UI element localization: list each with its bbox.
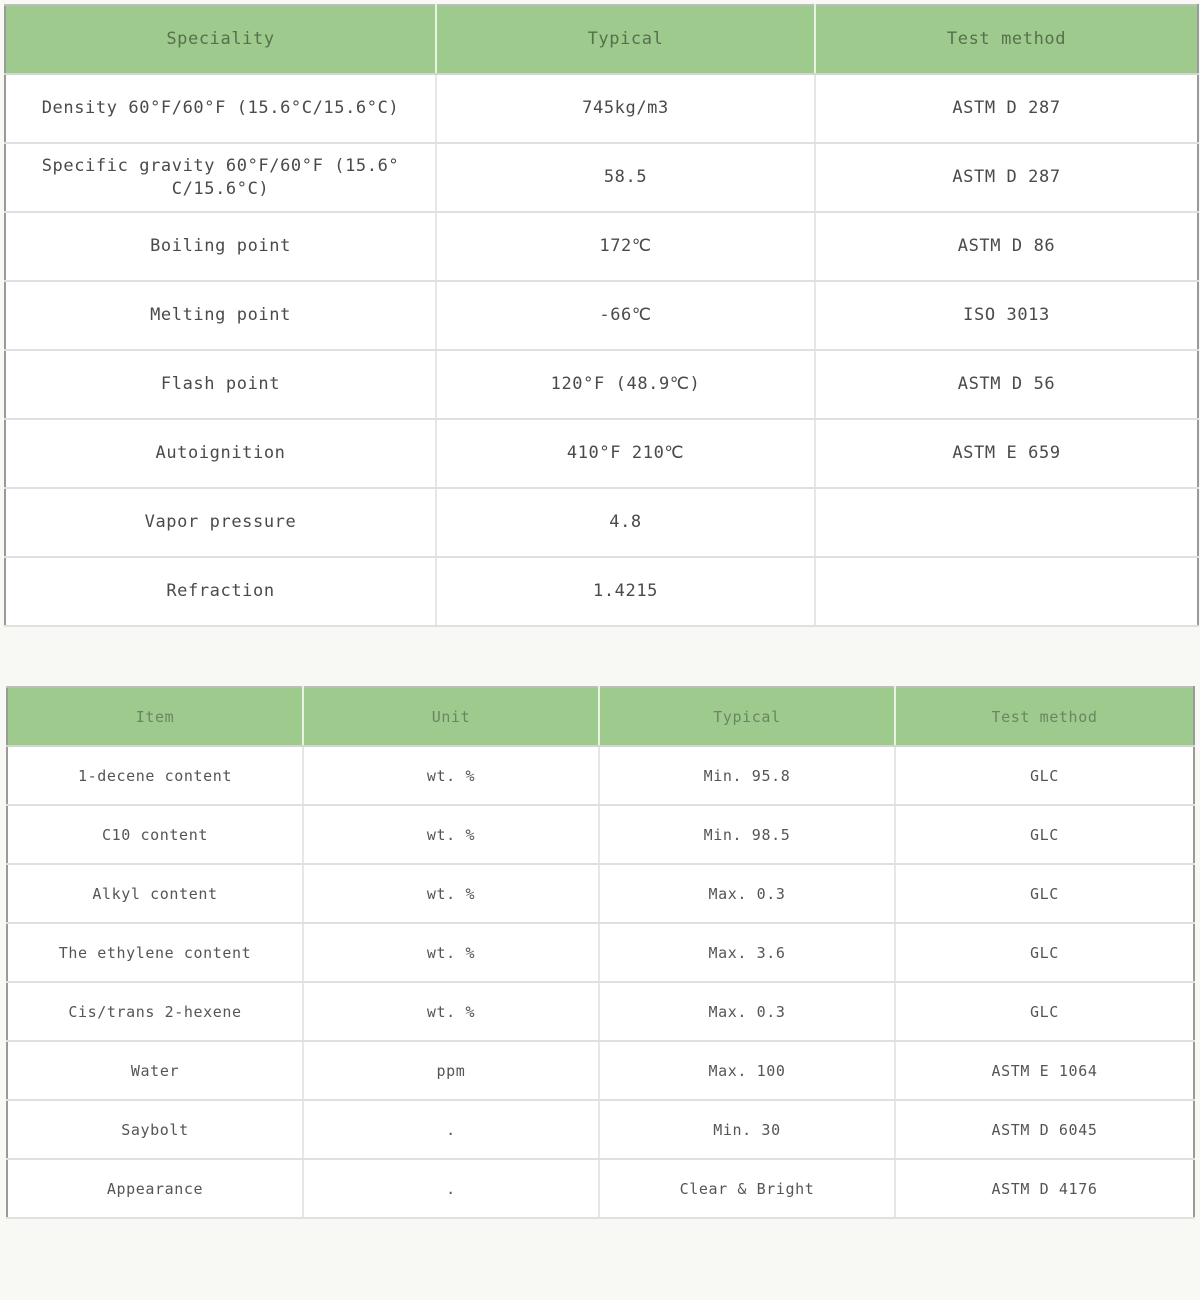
table-row [7,1041,1194,1100]
cell-speciality: Vapor pressure [5,488,436,557]
header-speciality: Speciality [5,5,436,74]
cell-speciality: Boiling point [5,212,436,281]
table-row [7,923,1194,982]
cell-test-method: ASTM D 4176 [895,1159,1194,1218]
header-unit: Unit [303,687,599,746]
cell-typical: Clear & Bright [599,1159,895,1218]
table-row [7,805,1194,864]
cell-item: Appearance [7,1159,303,1218]
table-row [7,1100,1194,1159]
cell-typical: Min. 30 [599,1100,895,1159]
cell-speciality: Melting point [5,281,436,350]
table-row [5,419,1198,488]
cell-unit: wt. % [303,864,599,923]
specifications-table [4,4,1199,627]
table-header-row [7,687,1194,746]
cell-test-method: ASTM E 659 [815,419,1198,488]
cell-test-method: GLC [895,746,1194,805]
cell-item: The ethylene content [7,923,303,982]
cell-unit: ppm [303,1041,599,1100]
cell-typical: 1.4215 [436,557,815,626]
header-typical: Typical [436,5,815,74]
cell-speciality: Refraction [5,557,436,626]
cell-test-method [815,557,1198,626]
cell-typical: Max. 100 [599,1041,895,1100]
table-row [5,143,1198,212]
cell-test-method: GLC [895,982,1194,1041]
cell-typical: Max. 3.6 [599,923,895,982]
table-header-row [5,5,1198,74]
cell-typical: 745kg/m3 [436,74,815,143]
cell-typical: Max. 0.3 [599,982,895,1041]
cell-item: Cis/trans 2-hexene [7,982,303,1041]
cell-item: Saybolt [7,1100,303,1159]
cell-test-method: ISO 3013 [815,281,1198,350]
table-row [5,557,1198,626]
cell-test-method: ASTM D 6045 [895,1100,1194,1159]
table-row [5,212,1198,281]
cell-test-method: ASTM E 1064 [895,1041,1194,1100]
cell-speciality: Specific gravity 60°F/60°F (15.6° C/15.6°C) [5,143,436,212]
cell-test-method: ASTM D 86 [815,212,1198,281]
cell-test-method: GLC [895,923,1194,982]
table-row [7,982,1194,1041]
cell-typical: Min. 95.8 [599,746,895,805]
cell-item: Alkyl content [7,864,303,923]
cell-test-method: ASTM D 287 [815,143,1198,212]
cell-unit: wt. % [303,982,599,1041]
cell-unit: wt. % [303,746,599,805]
cell-item: 1-decene content [7,746,303,805]
cell-test-method [815,488,1198,557]
cell-test-method: GLC [895,805,1194,864]
table-row [5,74,1198,143]
cell-speciality: Autoignition [5,419,436,488]
content-analysis-table [6,686,1195,1219]
cell-test-method: ASTM D 56 [815,350,1198,419]
cell-unit: wt. % [303,805,599,864]
header-typical: Typical [599,687,895,746]
cell-typical: Max. 0.3 [599,864,895,923]
cell-typical: -66℃ [436,281,815,350]
cell-typical: 120°F (48.9℃) [436,350,815,419]
cell-unit: . [303,1159,599,1218]
cell-typical: 172℃ [436,212,815,281]
cell-unit: wt. % [303,923,599,982]
cell-typical: 4.8 [436,488,815,557]
header-test-method: Test method [895,687,1194,746]
table-row [5,281,1198,350]
cell-test-method: GLC [895,864,1194,923]
cell-typical: 58.5 [436,143,815,212]
header-test-method: Test method [815,5,1198,74]
cell-typical: Min. 98.5 [599,805,895,864]
cell-item: C10 content [7,805,303,864]
cell-typical: 410°F 210℃ [436,419,815,488]
cell-speciality: Density 60°F/60°F (15.6°C/15.6°C) [5,74,436,143]
cell-unit: . [303,1100,599,1159]
table-row [7,746,1194,805]
table-row [7,1159,1194,1218]
header-item: Item [7,687,303,746]
cell-item: Water [7,1041,303,1100]
table-row [7,864,1194,923]
table-row [5,350,1198,419]
cell-speciality: Flash point [5,350,436,419]
table-row [5,488,1198,557]
cell-test-method: ASTM D 287 [815,74,1198,143]
